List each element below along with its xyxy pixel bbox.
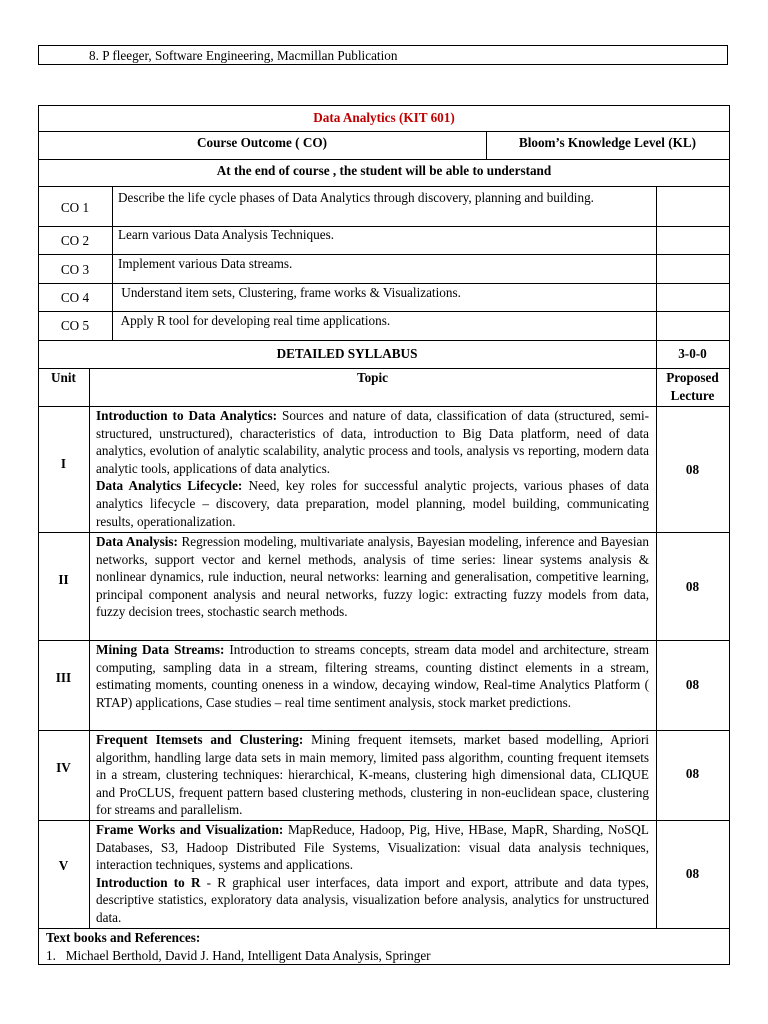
topic-heading: Data Analysis: xyxy=(96,534,178,549)
topic-header: Topic xyxy=(356,370,389,385)
outcome-intro: At the end of course , the student will be able to understand xyxy=(216,163,552,178)
unit-lecture: 08 xyxy=(685,766,700,781)
outcome-text: Implement various Data streams. xyxy=(118,256,293,271)
topic-heading: Introduction to R xyxy=(96,874,201,890)
outcome-code: CO 4 xyxy=(60,290,90,305)
previous-reference-text: 8. P fleeger, Software Engineering, Macmillan Publication xyxy=(89,48,398,63)
unit-number: III xyxy=(55,670,72,685)
proposed-lecture-header: Proposed Lecture xyxy=(666,370,719,403)
unit-topic xyxy=(96,533,649,621)
unit-lecture: 08 xyxy=(685,579,700,594)
topic-body: MapReduce, Hadoop, Pig, Hive, HBase, MapR, Sharding, NoSQL Databases, S3, Hadoop Distributed File Systems, Visualization: visual data analysis techniques, interaction techniques, systems and applications. xyxy=(96,822,649,873)
topic-body: - R graphical user interfaces, data import and export, attribute and data types, descriptive statistics, exploratory data analysis, visualization before analysis, analytics for unstructured data. xyxy=(96,874,649,925)
outcome-code: CO 5 xyxy=(60,318,90,333)
unit-lecture: 08 xyxy=(685,866,700,881)
unit-header: Unit xyxy=(51,370,76,385)
reference-item: 1. Michael Berthold, David J. Hand, Intelligent Data Analysis, Springer xyxy=(46,948,431,963)
outcome-text: Describe the life cycle phases of Data Analytics through discovery, planning and building. xyxy=(118,190,594,205)
topic-body: Mining frequent itemsets, market based modelling, Apriori algorithm, handling large data sets in main memory, limited pass algorithm, counting frequent itemsets in a stream, clustering techniques: hierarchical, K-means, clustering high dimensional data, CLIQUE and ProCLUS, frequent pattern based clustering methods, clustering in non-euclidean space, clustering for streams and parallelism. xyxy=(96,732,650,818)
topic-heading: Introduction to Data Analytics: xyxy=(96,408,278,423)
topic-body: Regression modeling, multivariate analysis, Bayesian modeling, inference and Bayesian networks, support vector and kernel methods, analysis of time series: linear systems analysis & nonlinear dynamics, rule induction, neural networks: learning and generalisation, competitive learning, principal component analysis and neural networks, fuzzy logic: extracting fuzzy models from data, fuzzy decision trees, stochastic search methods. xyxy=(96,534,649,620)
topic-heading: Mining Data Streams: xyxy=(96,642,225,657)
outcome-code: CO 1 xyxy=(60,200,90,215)
unit-topic xyxy=(96,821,649,927)
topic-body: Need, key roles for successful analytic projects, various phases of data analytics lifecycle – discovery, data preparation, model planning, model building, communicating results, operationalization. xyxy=(96,478,649,529)
course-outcome-header: Course Outcome ( CO) xyxy=(196,135,327,150)
unit-topic xyxy=(96,731,649,819)
outcome-text: Understand item sets, Clustering, frame works & Visualizations. xyxy=(118,285,461,300)
outcome-text: Apply R tool for developing real time applications. xyxy=(118,313,391,328)
topic-body: Introduction to streams concepts, stream data model and architecture, stream computing, sampling data in a stream, filtering streams, counting distinct elements in a stream, estimating moments, counting oneness in a window, decaying window, Real-time Analytics Platform ( RTAP) applications, Case studies – real time sentiment analysis, stock market predictions. xyxy=(96,642,649,710)
unit-number: II xyxy=(58,572,69,587)
syllabus-title: DETAILED SYLLABUS xyxy=(276,346,418,361)
knowledge-level-header: Bloom’s Knowledge Level (KL) xyxy=(518,135,697,150)
unit-lecture: 08 xyxy=(685,677,700,692)
outcome-code: CO 3 xyxy=(60,262,90,277)
course-title: Data Analytics (KIT 601) xyxy=(313,110,455,125)
unit-topic xyxy=(96,641,649,711)
unit-number: IV xyxy=(56,760,71,775)
references-heading: Text books and References: xyxy=(46,930,201,945)
unit-lecture: 08 xyxy=(685,462,700,477)
topic-heading: Frequent Itemsets and Clustering: xyxy=(96,732,304,747)
unit-topic xyxy=(96,407,649,530)
topic-heading: Data Analytics Lifecycle: xyxy=(96,478,243,494)
outcome-text: Learn various Data Analysis Techniques. xyxy=(118,227,335,242)
outcome-code: CO 2 xyxy=(60,233,90,248)
topic-body: Sources and nature of data, classification of data (structured, semi-structured, unstructured), characteristics of data, introduction to Big Data platform, need of data analytics, evolution of analytic scalability, analytic process and tools, analysis vs reporting, modern data analytic tools, applications of data analytics. xyxy=(96,408,650,476)
topic-heading: Frame Works and Visualization: xyxy=(96,822,284,837)
ltp-value: 3-0-0 xyxy=(678,346,707,361)
unit-number: I xyxy=(60,456,67,471)
unit-number: V xyxy=(58,858,69,873)
